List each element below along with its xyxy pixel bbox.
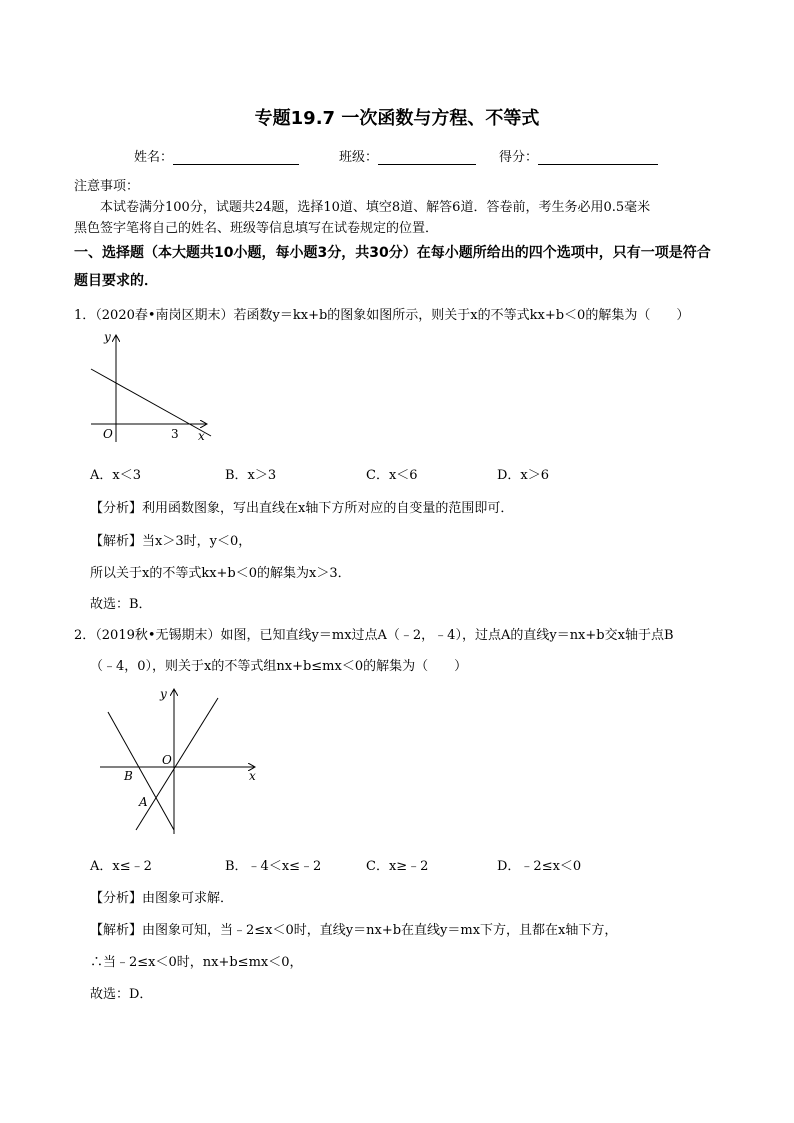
q1-solution: 【解析】当x＞3时，y＜0， bbox=[90, 534, 252, 549]
q2-option-b[interactable]: B．﹣4＜x≤﹣2 bbox=[225, 859, 322, 874]
q2-stem-line-1: 2．（2019秋•无锡期末）如图，已知直线y＝mx过点A（﹣2，﹣4），过点A的直线y＝nx+b交x轴于点B bbox=[74, 628, 674, 643]
name-field[interactable] bbox=[134, 146, 299, 165]
notice-line-2: 黑色签字笔将自己的姓名、班级等信息填写在试卷规定的位置． bbox=[74, 221, 439, 236]
q2-solution: 【解析】由图象可知，当﹣2≤x＜0时，直线y＝nx+b在直线y＝mx下方，且都在x轴下方， bbox=[90, 923, 618, 938]
name-label: 姓名： bbox=[134, 150, 174, 165]
score-field[interactable] bbox=[499, 146, 658, 165]
q1-option-d[interactable]: D．x＞6 bbox=[497, 468, 550, 483]
name-blank[interactable] bbox=[173, 150, 299, 165]
q2-y-label: y bbox=[160, 687, 167, 701]
q2-analysis: 【分析】由图象可求解． bbox=[90, 891, 234, 906]
q1-answer: 故选：B． bbox=[90, 597, 152, 612]
q1-origin-label: O bbox=[103, 427, 113, 441]
score-blank[interactable] bbox=[538, 150, 658, 165]
q2-graph bbox=[96, 684, 266, 839]
q1-option-a[interactable]: A．x＜3 bbox=[90, 468, 141, 483]
score-label: 得分： bbox=[499, 150, 539, 165]
q2-line-nxb bbox=[108, 712, 174, 830]
notice-heading: 注意事项： bbox=[74, 179, 140, 194]
class-field[interactable] bbox=[339, 146, 476, 165]
q1-stem: 1．（2020春•南岗区期末）若函数y＝kx+b的图象如图所示，则关于x的不等式kx+b＜0的解集为（ ） bbox=[74, 308, 690, 323]
q2-b-label: B bbox=[124, 769, 133, 783]
q1-tick-label: 3 bbox=[171, 427, 179, 441]
q2-option-a[interactable]: A．x≤﹣2 bbox=[90, 859, 152, 874]
q2-stem-line-2: （﹣4，0），则关于x的不等式组nx+b≤mx＜0的解集为（ ） bbox=[90, 659, 468, 674]
q2-origin-label: O bbox=[162, 753, 172, 767]
section-heading-1: 一、选择题（本大题共10小题，每小题3分，共30分）在每小题所给出的四个选项中，只有一项是符合 bbox=[74, 245, 711, 261]
q2-a-label: A bbox=[139, 795, 148, 809]
q1-analysis: 【分析】利用函数图象，写出直线在x轴下方所对应的自变量的范围即可． bbox=[90, 501, 514, 516]
q2-line-mx bbox=[136, 698, 218, 830]
class-label: 班级： bbox=[339, 150, 379, 165]
q1-y-label: y bbox=[104, 330, 111, 344]
q1-graph bbox=[86, 326, 216, 446]
q1-line bbox=[91, 369, 211, 436]
q1-option-c[interactable]: C．x＜6 bbox=[366, 468, 418, 483]
q1-x-label: x bbox=[198, 429, 205, 443]
q2-x-label: x bbox=[249, 769, 256, 783]
q2-option-d[interactable]: D．﹣2≤x＜0 bbox=[497, 859, 582, 874]
q2-answer: 故选：D． bbox=[90, 987, 153, 1002]
q2-option-c[interactable]: C．x≥﹣2 bbox=[366, 859, 429, 874]
q2-conclusion: ∴当﹣2≤x＜0时，nx+b≤mx＜0， bbox=[90, 955, 303, 970]
notice-line-1: 本试卷满分100分，试题共24题，选择10道、填空8道、解答6道．答卷前，考生务必用0.5毫米 bbox=[100, 200, 651, 215]
section-heading-2: 题目要求的． bbox=[74, 273, 158, 289]
page-title: 专题19.7 一次函数与方程、不等式 bbox=[254, 108, 540, 129]
q1-conclusion: 所以关于x的不等式kx+b＜0的解集为x＞3． bbox=[90, 566, 351, 581]
q1-option-b[interactable]: B．x＞3 bbox=[225, 468, 277, 483]
class-blank[interactable] bbox=[378, 150, 476, 165]
